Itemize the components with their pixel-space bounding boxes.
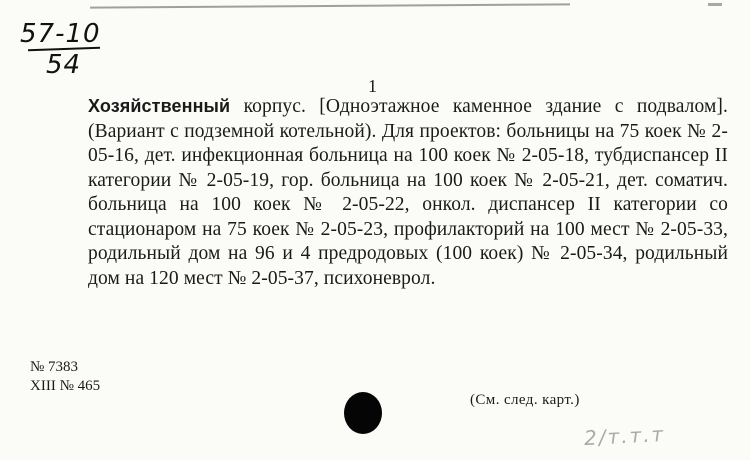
continued-note: (См. след. карт.) <box>470 392 580 408</box>
card-description <box>88 94 728 291</box>
card-top-edge <box>90 0 570 9</box>
card-top-speck <box>708 3 722 6</box>
inventory-number: № 7383 <box>30 359 79 375</box>
handwritten-index <box>18 20 118 79</box>
card-number: 1 <box>368 76 377 96</box>
pencil-note: 2/т.т.т <box>583 421 666 451</box>
card-title: Хозяйственный <box>88 96 231 116</box>
shelf-mark: XIII № 465 <box>30 378 101 394</box>
index-bottom: 54 <box>46 50 82 80</box>
punch-hole <box>344 392 382 434</box>
index-top: 57-10 <box>20 19 101 49</box>
card-body: корпус. [Одноэтажное каменное здание с подвалом]. (Вариант с подземной котельной). Для проектов: больницы на 75 коек № 2-05-16, дет. инфекционная больница на 100 коек № 2-05-18, тубдиспансер II категории № 2-05-19, гор. больница на 100 коек № 2-05-21, дет. соматич. больница на 100 коек № 2-05-22, онкол. диспансер II категории со стационаром на 75 коек № 2-05-23, профилакторий на 100 мест № 2-05-33, родильный дом на 96 и 4 предродовых (100 коек) № 2-05-34, родильный дом на 120 мест № 2-05-37, психоневрол. <box>88 96 728 289</box>
